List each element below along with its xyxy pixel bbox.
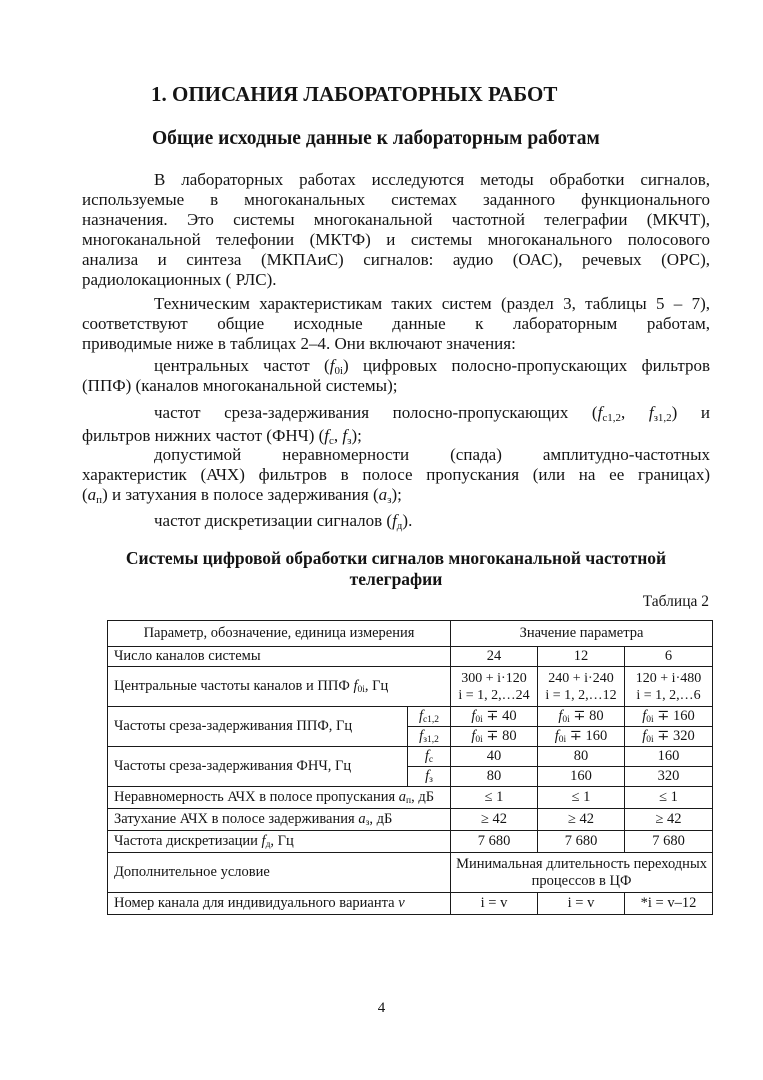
list-item-cutoff-frequencies [82, 403, 710, 446]
row-key: fз1,2 [408, 727, 451, 747]
row-label: Неравномерность АЧХ в полосе пропускания aп, дБ [108, 787, 451, 809]
text-line: назначения. Это системы многоканальной частотной телеграфии (МКЧТ), [82, 210, 710, 229]
paragraph-characteristics [82, 294, 710, 354]
list-item-sampling-frequencies [82, 511, 710, 531]
row-key: fc [408, 747, 451, 767]
table-cell: ≤ 1 [451, 787, 538, 809]
list-item-ripple-attenuation [82, 445, 710, 505]
row-label: Частоты среза-задерживания ППФ, Гц [108, 707, 408, 747]
table-cell: 160 [538, 767, 625, 787]
table-row [108, 647, 713, 667]
table-cell: 300 + i·120 i = 1, 2,…24 [451, 667, 538, 707]
text-line: многоканальной телефонии (МКТФ) и системы многоканального полосового [82, 230, 710, 249]
table-cell: 40 [451, 747, 538, 767]
table-cell: 80 [451, 767, 538, 787]
chapter-heading: 1. ОПИСАНИЯ ЛАБОРАТОРНЫХ РАБОТ [151, 82, 558, 106]
row-label: Частота дискретизации fд, Гц [108, 831, 451, 853]
table-header-row [108, 621, 713, 647]
text-line: $(a_п)$ и затухания в полосе задерживания $(a_з)$; [82, 485, 402, 506]
text-line: характеристик (АЧХ) фильтров в полосе пропускания (или на ее границах) [82, 465, 710, 484]
text-line: соответствуют общие исходные данные к лабораторным работам, [82, 314, 710, 333]
text-line: приводимые ниже в таблицах 2–4. Они включают значения: [82, 334, 516, 353]
text-line: Техническим характеристикам таких систем (раздел 3, таблицы 5 – 7), [154, 294, 710, 313]
table-cell: f0i ∓ 320 [625, 727, 713, 747]
table-cell: *i = v–12 [625, 893, 713, 915]
row-label: Дополнительное условие [108, 853, 451, 893]
table-row [108, 747, 713, 767]
table-cell: ≤ 1 [538, 787, 625, 809]
text-line: фильтров нижних частот (ФНЧ) ($f_с$, $f_з$); [82, 426, 362, 447]
text-line: центральных частот $(f_{0i})$ цифровых полосно-пропускающих фильтров [154, 356, 710, 377]
table-cell: ≥ 42 [538, 809, 625, 831]
table-cell: f0i ∓ 160 [538, 727, 625, 747]
section-heading: Общие исходные данные к лабораторным работам [152, 128, 600, 149]
text-line: В лабораторных работах исследуются методы обработки сигналов, [154, 170, 710, 189]
paragraph-intro [82, 170, 710, 290]
row-label: Центральные частоты каналов и ППФ f0i, Гц [108, 667, 451, 707]
row-label: Число каналов системы [108, 647, 451, 667]
table-cell: ≥ 42 [625, 809, 713, 831]
table-cell: 24 [451, 647, 538, 667]
table-cell: i = v [451, 893, 538, 915]
table-cell: 12 [538, 647, 625, 667]
header-parameter: Параметр, обозначение, единица измерения [108, 621, 451, 647]
text-line: анализа и синтеза (МКПАиС) сигналов: аудио (ОАС), речевых (ОРС), [82, 250, 710, 269]
text-line: частот дискретизации сигналов $(f_д)$. [154, 511, 413, 532]
table-cell: 80 [538, 747, 625, 767]
row-label: Частоты среза-задерживания ФНЧ, Гц [108, 747, 408, 787]
table-cell: 7 680 [538, 831, 625, 853]
table-cell: 240 + i·240 i = 1, 2,…12 [538, 667, 625, 707]
text-line: используемые в многоканальных системах заданного функционального [82, 190, 710, 209]
table-row [108, 809, 713, 831]
table-row [108, 787, 713, 809]
table-row [108, 853, 713, 893]
row-label: Затухание АЧХ в полосе задерживания aз, дБ [108, 809, 451, 831]
table-row [108, 893, 713, 915]
table-cell: 120 + i·480 i = 1, 2,…6 [625, 667, 713, 707]
list-item-center-frequencies [82, 356, 710, 396]
table-cell: ≤ 1 [625, 787, 713, 809]
text-line: (ППФ) (каналов многоканальной системы); [82, 376, 398, 395]
row-key: fc1,2 [408, 707, 451, 727]
table-row [108, 707, 713, 727]
table-title: Системы цифровой обработки сигналов многоканальной частотной телеграфии [125, 548, 667, 589]
row-label: Номер канала для индивидуального варианта v [108, 893, 451, 915]
text-line: допустимой неравномерности (спада) амплитудно-частотных [154, 445, 710, 464]
table-cell: f0i ∓ 40 [451, 707, 538, 727]
table-cell: 6 [625, 647, 713, 667]
table-cell: 7 680 [625, 831, 713, 853]
table-cell: 320 [625, 767, 713, 787]
text-line: частот среза-задерживания полосно-пропускающих ($f_{с1,2}$, $f_{з1,2}$) и [154, 403, 711, 424]
text-line: радиолокационных ( РЛС). [82, 270, 277, 289]
table-cell: Минимальная длительность переходных процессов в ЦФ [451, 853, 713, 893]
table-row [108, 831, 713, 853]
table-cell: f0i ∓ 80 [538, 707, 625, 727]
parameters-table [107, 620, 713, 915]
row-key: fз [408, 767, 451, 787]
table-cell: 7 680 [451, 831, 538, 853]
header-value: Значение параметра [451, 621, 713, 647]
table-cell: i = v [538, 893, 625, 915]
page-number: 4 [377, 1000, 386, 1016]
table-row [108, 667, 713, 707]
table-cell: f0i ∓ 160 [625, 707, 713, 727]
table-number: Таблица 2 [642, 593, 709, 610]
table-cell: 160 [625, 747, 713, 767]
table-cell: ≥ 42 [451, 809, 538, 831]
table-cell: f0i ∓ 80 [451, 727, 538, 747]
